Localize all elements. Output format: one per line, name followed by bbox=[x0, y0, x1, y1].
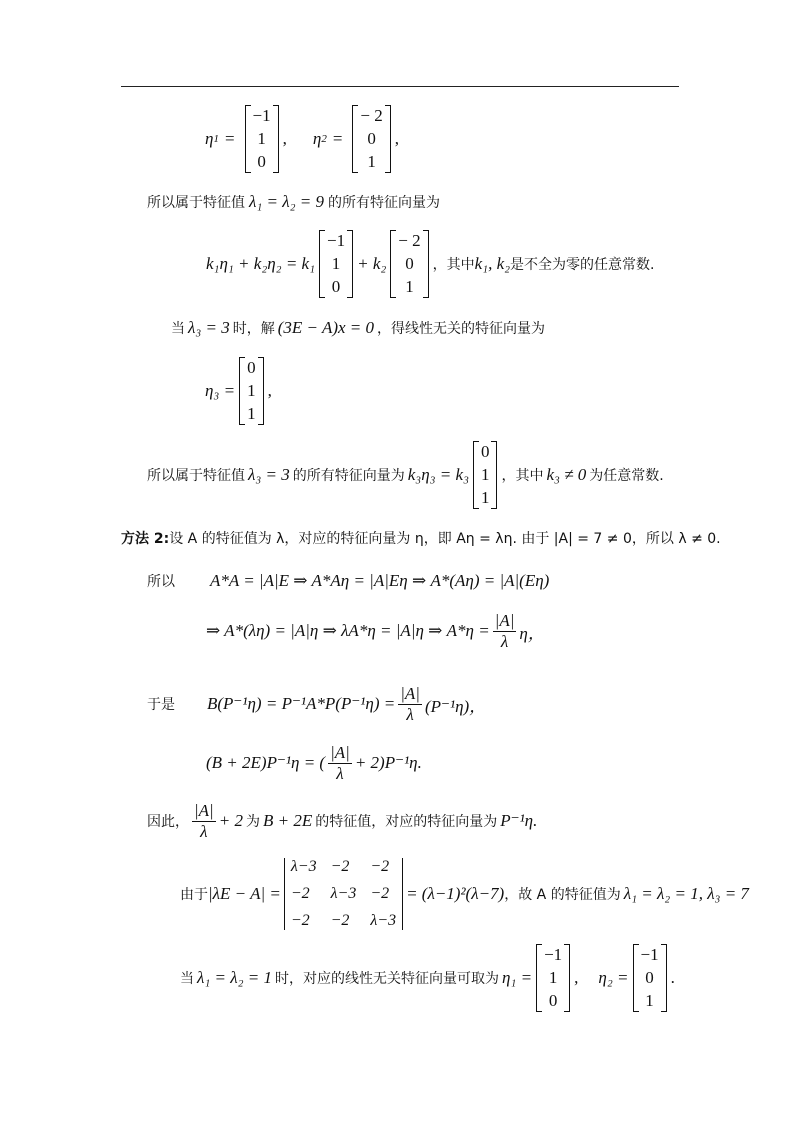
matrix-eta2: − 2 0 1 bbox=[352, 105, 390, 173]
lambda1-eigenvectors: 当 λ₁ = λ₂ = 1 时，对应的线性无关特征向量可取为 η₁ = −1 1 0 , η₂ = −1 0 1 . bbox=[180, 942, 675, 1014]
similarity-derivation: 于是 B(P⁻¹η) = P⁻¹A*P(P⁻¹η) = $\frac{|A|}{\lambda}$ (P⁻¹η)， bbox=[147, 683, 487, 724]
eta1-eta2-vectors: η 1 = −1 1 0 , η 2 = − 2 0 1 , bbox=[205, 103, 399, 175]
adjugate-derivation-1: 所以 A*A = |A|E ⇒ A*Aη = |A|Eη ⇒ A*(Aη) = |A|(Eη) bbox=[147, 571, 550, 590]
b-plus-2e-derivation: (B + 2E)P⁻¹η = ( $\frac{|A|}{\lambda}$ + 2)P⁻¹η. bbox=[206, 742, 422, 783]
conclusion-eigenvalue: 因此， $\frac{|A|}{\lambda}$ + 2 为 B + 2E 的特征值，对应的特征向量为 P⁻¹η. bbox=[147, 800, 538, 841]
matrix-v1: −1 1 0 bbox=[319, 230, 353, 298]
characteristic-determinant: 由于 |λE − A| = λ−3 −2 −2 −2 λ−3 −2 −2 −2 λ−3 = (λ−1)²(λ−7) ，故 A 的特征值为 λ₁ = λ₂ = 1, λ₃ = 7 bbox=[180, 858, 749, 929]
eigenvalue-9-sentence: 所以属于特征值 λ₁ = λ₂ = 9 的所有特征向量为 bbox=[147, 192, 440, 211]
matrix-eta1-b: −1 1 0 bbox=[536, 944, 570, 1012]
lambda3-sentence: 当 λ₃ = 3 时，解 (3E − A)x = 0 ，得线性无关的特征向量为 bbox=[171, 318, 546, 337]
eta3-vector: η₃ = 0 1 1 , bbox=[205, 355, 272, 427]
matrix-k3: 0 1 1 bbox=[473, 441, 498, 509]
matrix-eta1: −1 1 0 bbox=[245, 105, 279, 173]
matrix-v2: − 2 0 1 bbox=[390, 230, 428, 298]
matrix-eta3: 0 1 1 bbox=[239, 357, 264, 425]
general-solution-9: k₁η₁ + k₂η₂ = k₁ −1 1 0 + k₂ − 2 0 1 ，其中 k₁, k₂ 是不全为零的任意常数. bbox=[206, 228, 655, 300]
method2-intro: 方法 2: 设 A 的特征值为 λ，对应的特征向量为 η，即 Aη = λη. 由于 |A| = 7 ≠ 0，所以 λ ≠ 0. bbox=[121, 531, 721, 547]
header-rule bbox=[121, 86, 679, 87]
eigenvalue-3-sentence: 所以属于特征值 λ₃ = 3 的所有特征向量为 k₃η₃ = k₃ 0 1 1 ，其中 k₃ ≠ 0 为任意常数. bbox=[147, 439, 664, 511]
determinant-matrix: λ−3 −2 −2 −2 λ−3 −2 −2 −2 λ−3 bbox=[284, 858, 403, 930]
matrix-eta2-b: −1 0 1 bbox=[633, 944, 667, 1012]
adjugate-derivation-2: ⇒ A*(λη) = |A|η ⇒ λA*η = |A|η ⇒ A*η = $\frac{|A|}{\lambda}$ η， bbox=[206, 610, 545, 651]
